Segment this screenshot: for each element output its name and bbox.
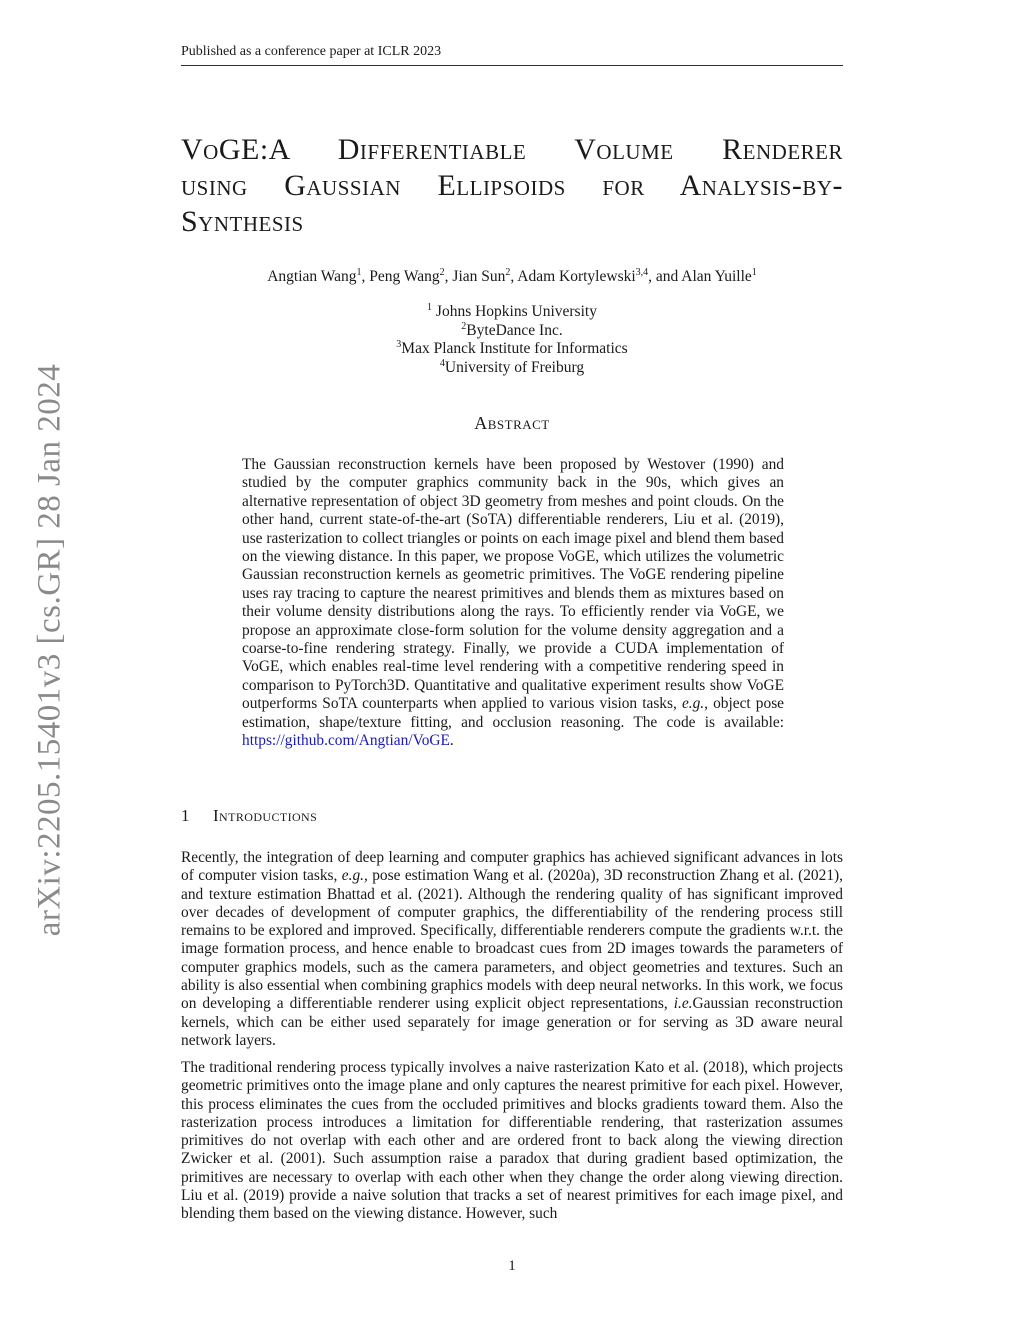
intro-paragraph-1 — [181, 849, 843, 1050]
title-line-2: using Gaussian Ellipsoids for Analysis-by- — [181, 169, 843, 202]
arxiv-id: arXiv:2205.15401v3 [cs.GR] 28 Jan 2024 — [31, 363, 68, 937]
affil-name: ByteDance Inc. — [466, 321, 563, 339]
author-list — [181, 268, 843, 286]
para-eg: e.g., — [341, 867, 368, 885]
para-text: Recently, the integration of deep learning and computer graphics has achieved significant advances in lots of computer vision tasks, — [181, 849, 843, 885]
author-name: , Adam Kortylewski — [510, 268, 636, 285]
section-number: 1 — [181, 806, 190, 825]
affil-mark: 2 — [461, 320, 467, 332]
abstract-body — [242, 456, 784, 751]
author-affil-mark: 1 — [356, 266, 362, 278]
title-line-1: VoGE:A Differentiable Volume Renderer — [181, 133, 843, 166]
author-name: , and Alan Yuille — [648, 268, 752, 285]
title-line-3: Synthesis — [181, 205, 304, 238]
intro-paragraph-2: The traditional rendering process typically involves a naive rasterization Kato et al. (2018), which projects geometric primitives onto the image plane and only captures the nearest primitive for each pixel. However, this process eliminates the cues from the occluded primitives and blocks gradients toward them. Also the rasterization process introduces a limitation for differentiable rendering, that rasterization assumes primitives do not overlap with each other and are ordered front to back along the viewing direction Zwicker et al. (2001). Such assumption raise a paradox that during gradient based optimization, the primitives are necessary to overlap with each other when they change the order along viewing direction. Liu et al. (2019) provide a naive solution that tracks a set of nearest primitives for each image pixel, and blending them based on the viewing distance. However, such — [181, 1059, 843, 1223]
affil-name: Max Planck Institute for Informatics — [401, 340, 628, 357]
affil-mark: 4 — [439, 357, 445, 369]
abstract-period: . — [449, 732, 454, 750]
affiliation-list — [181, 303, 843, 377]
author-affil-mark: 3,4 — [635, 266, 649, 278]
affiliation — [181, 303, 843, 322]
para-text: pose estimation Wang et al. (2020a), 3D reconstruction Zhang et al. (2021), and texture estimation Bhattad et al. (2021). Although the rendering quality of has significant improved over decades of development of computer graphics, the differentiability of the rendering process still remains to be explored and improved. Specifically, differentiable renderers compute the gradients w.r.t. the image formation process, and hence enable to broadcast cues from 2D images towards the parameters of computer graphics models, such as the camera parameters, and object geometries and textures. Such an ability is also essential when combining graphics models with deep neural networks. In this work, we focus on developing a differentiable renderer using explicit object representations, — [181, 867, 843, 1013]
author-affil-mark: 1 — [751, 266, 757, 278]
author-affil-mark: 2 — [505, 266, 511, 278]
affiliation — [181, 322, 843, 341]
abstract-text: The Gaussian reconstruction kernels have been proposed by Westover (1990) and studied by the computer graphics community back in the 90s, which gives an alternative representation of object 3D geometry from meshes and point clouds. On the other hand, current state-of-the-art (SoTA) differentiable renderers, Liu et al. (2019), use rasterization to collect triangles or points on each image pixel and blend them based on the viewing distance. In this paper, we propose VoGE, which utilizes the volumetric Gaussian reconstruction kernels as geometric primitives. The VoGE rendering pipeline uses ray tracing to capture the nearest primitives and blends them as mixtures based on their volume density distributions along the rays. To efficiently render via VoGE, we propose an approximate close-form solution for the volume density aggregation and a coarse-to-fine rendering strategy. Finally, we provide a CUDA implementation of VoGE, which enables real-time level rendering with a competitive rendering speed in comparison to PyTorch3D. Quantitative and qualitative experiment results show VoGE outperforms SoTA counterparts when applied to various vision tasks, — [242, 456, 784, 713]
author-name: Angtian Wang — [267, 268, 357, 285]
affil-mark: 3 — [396, 338, 402, 350]
author-affil-mark: 2 — [439, 266, 445, 278]
para-ie: i.e. — [673, 995, 693, 1013]
page-number: 1 — [508, 1258, 516, 1274]
section-title: Introductions — [213, 806, 318, 825]
affil-name: University of Freiburg — [444, 358, 585, 376]
affiliation — [181, 340, 843, 359]
abstract-eg: e.g. — [681, 695, 705, 713]
affil-name: Johns Hopkins University — [432, 303, 597, 320]
affil-mark: 1 — [427, 301, 433, 313]
author-name: , Jian Sun — [444, 268, 506, 285]
section-heading — [181, 806, 317, 826]
running-header: Published as a conference paper at ICLR 2023 — [181, 44, 442, 59]
affiliation — [181, 359, 843, 378]
author-name: , Peng Wang — [361, 268, 440, 285]
abstract-heading: Abstract — [474, 413, 550, 433]
code-link[interactable]: https://github.com/Angtian/VoGE — [242, 732, 450, 750]
para-text: Gaussian reconstruction kernels, which can be either used separately for image generation or for serving as 3D aware neural network layers. — [181, 995, 844, 1049]
paper-title — [181, 132, 843, 240]
abstract-text-end: , object pose estimation, shape/texture fitting, and occlusion reasoning. The code is available: — [242, 695, 785, 731]
header-rule — [181, 65, 843, 66]
